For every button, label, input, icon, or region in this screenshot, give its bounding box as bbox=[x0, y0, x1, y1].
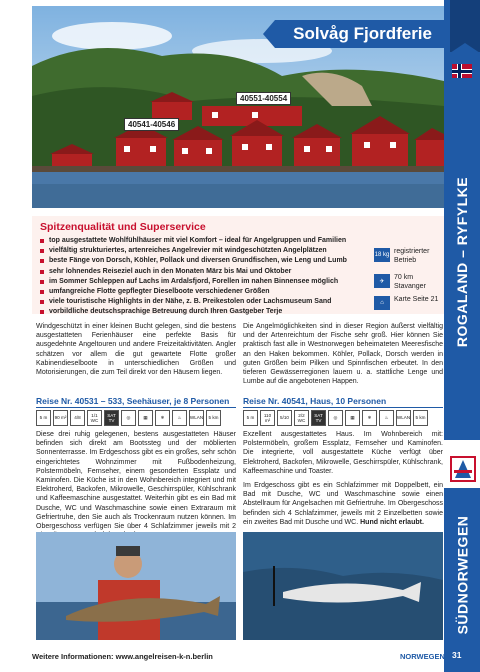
info-registered bbox=[374, 248, 444, 265]
reise-left-description: Diese drei ruhig gelegenen, bestens ausgestatteten Häuser befinden sich direkt am Bootssteg und der möblierten Sonnenterrasse. Im Erdgeschoss gibt es ein großes, sehr schön eingerichtetes Wohnzimmer mit Fußbodenheizung, Polstermöbeln, Fernseher, einem gesonderten Essplatz und Kaminofen. Die Küche ist in den Wohnbereich integriert und mit Elektroherd, Backofen, Mikrowelle, Geschirrspüler, Kühlschrank und Kaffeemaschine ausgestattet. Weiterhin gibt es ein Bad mit Dusche, WC und Waschmaschine sowie einen Extraraum mit Gefriertruhe, den Sie auch als Trockenraum nutzen können. Im Obergeschoss verfügen Sie über 4 Schlafzimmer jeweils mit 2 bbox=[36, 431, 236, 531]
list-item: umfangreiche Flotte gepflegter Dieselboote verschiedener Größen bbox=[40, 287, 370, 297]
area-icon: 90 m² bbox=[53, 410, 68, 426]
wifi-icon: WLAN bbox=[396, 410, 411, 426]
plane-icon: ✈ bbox=[374, 274, 390, 288]
sidebar-tab bbox=[450, 0, 480, 52]
intro-right: Die Angelmöglichkeiten sind in dieser Region äußerst vielfältig und der Artenreichtum der Fische sehr groß. Hier können Sie praktisch fast alle in Westnorwegen beheimateten Meeresfische an den Haken bekommen. Köhler, Pollack, Dorsch werden in guten Größen beim Pilken und Spinnfischen erbeutet. In den tieferen Gewässerregionen lauern u. a. stattliche Lenge und Lumbe auf die angebotenen Happen. bbox=[243, 323, 443, 386]
list-item: sehr lohnendes Reiseziel auch in den Monaten März bis Mai und Oktober bbox=[40, 267, 370, 277]
rooms-icon: 5/10 bbox=[277, 410, 292, 426]
distance-icon: 5 km bbox=[206, 410, 221, 426]
fireplace-icon: ♨ bbox=[172, 410, 187, 426]
list-item: vielfältig strukturiertes, artenreiches Angelrevier mit windgeschützten Angelplätzen bbox=[40, 246, 370, 256]
boat-icon: 5 m bbox=[36, 410, 51, 426]
info-text: Karte Seite 21 bbox=[394, 296, 439, 303]
wc-icon: 2/2 WC bbox=[294, 410, 309, 426]
info-text: 70 km Stavanger bbox=[394, 274, 426, 290]
highlights-title: Spitzenqualität und Superservice bbox=[40, 221, 206, 233]
info-map bbox=[374, 296, 438, 310]
divider bbox=[243, 407, 443, 408]
page-number: 31 bbox=[452, 650, 462, 660]
amenity-icons-left bbox=[36, 410, 221, 426]
amenity-icons-right bbox=[243, 410, 428, 426]
house-label: 40551-40554 bbox=[236, 92, 291, 105]
highlights-box bbox=[32, 216, 444, 314]
highlights-list bbox=[40, 236, 370, 318]
hero-photo bbox=[32, 6, 444, 208]
fireplace-icon: ♨ bbox=[379, 410, 394, 426]
washer-icon: ◎ bbox=[328, 410, 343, 426]
house-label: 40541-40546 bbox=[124, 118, 179, 131]
list-item: vorbildliche deutschsprachige Betreuung durch Ihren Gastgeber Terje bbox=[40, 307, 370, 317]
reise-left-title: Reise Nr. 40531 – 533, Seehäuser, je 8 Personen bbox=[36, 396, 230, 406]
house-icon: ⌂ bbox=[374, 296, 390, 310]
dishwasher-icon: ▦ bbox=[345, 410, 360, 426]
footer-info: Weitere Informationen: www.angelreisen-k-n.berlin bbox=[32, 652, 213, 661]
boat-icon: 5 m bbox=[243, 410, 258, 426]
list-item: im Sommer Schleppen auf Lachs im Ardalsfjord, Forellen im nahen Binnensee möglich bbox=[40, 277, 370, 287]
reise-right-description-2: Im Erdgeschoss gibt es ein Schlafzimmer mit Doppelbett, ein Bad mit Dusche, WC und Waschmaschine sowie einen Abstellraum für Angelsachen mit Gefriertruhe. Im Obergeschoss befinden sich 4 Schlafzimmer, jeweils mit 2 Einzelbetten sowie ein zweites Bad mit Dusche und WC. Hund nicht erlaubt. bbox=[243, 482, 443, 526]
info-text: registrierter Betrieb bbox=[394, 248, 430, 264]
divider bbox=[36, 407, 236, 408]
list-item: beste Fänge von Dorsch, Köhler, Pollack und diversen Grundfischen, wie Leng und Lumb bbox=[40, 256, 370, 266]
wifi-icon: WLAN bbox=[189, 410, 204, 426]
rooms-icon: 4/8 bbox=[70, 410, 85, 426]
area-icon: 110 m² bbox=[260, 410, 275, 426]
footer-country: NORWEGEN bbox=[400, 652, 445, 661]
sat-tv-icon: SAT TV bbox=[104, 410, 119, 426]
angler-photo bbox=[36, 532, 236, 640]
washer-icon: ◎ bbox=[121, 410, 136, 426]
list-item: viele touristische Highlights in der Nähe, z. B. Preikestolen oder Lachsmuseum Sand bbox=[40, 297, 370, 307]
list-item: top ausgestattete Wohlfühlhäuser mit viel Komfort – ideal für Angelgruppen und Familien bbox=[40, 236, 370, 246]
distance-icon: 5 km bbox=[413, 410, 428, 426]
reise-right-title: Reise Nr. 40541, Haus, 10 Personen bbox=[243, 396, 387, 406]
region-sidebar bbox=[444, 0, 480, 672]
info-distance bbox=[374, 274, 444, 291]
logo-icon bbox=[450, 456, 476, 482]
region-label-top: ROGALAND – RYFYLKE bbox=[454, 176, 470, 348]
freezer-icon: ❄ bbox=[362, 410, 377, 426]
intro-left: Windgeschützt in einer kleinen Bucht gelegen, sind die bestens ausgestatteten Ferienhäuser eine perfekte Basis für ausgedehnte Angeltouren und andere Freizeitaktivitäten. Angler schätzen vor allem die gut gewartete Flotte großer Kabinendieselboote in unterschiedlichen Größen und Motorisierungen, die zum Teil direkt vor den Häusern liegen. bbox=[36, 323, 236, 377]
fish-scale-icon: 18 kg bbox=[374, 248, 390, 262]
hero-title: Solvåg Fjordferie bbox=[275, 20, 444, 48]
reise-right-description-1: Exzellent ausgestattetes Haus. Im Wohnbereich mit: Polstermöbeln, großem Essplatz, Fernseher und Kaminofen. Die integrierte, voll ausgestattete Küche verfügt über Elektroherd, Backofen, Mikrowelle, Geschirrspüler, Kühlschrank, Kaffeemaschine und Toaster. bbox=[243, 431, 443, 475]
wc-icon: 1/1 WC bbox=[87, 410, 102, 426]
sat-tv-icon: SAT TV bbox=[311, 410, 326, 426]
fish-catch-photo bbox=[243, 532, 443, 640]
norway-flag-icon bbox=[452, 64, 472, 78]
region-label-bottom: SÜDNORWEGEN bbox=[454, 515, 470, 635]
dishwasher-icon: ▦ bbox=[138, 410, 153, 426]
freezer-icon: ❄ bbox=[155, 410, 170, 426]
